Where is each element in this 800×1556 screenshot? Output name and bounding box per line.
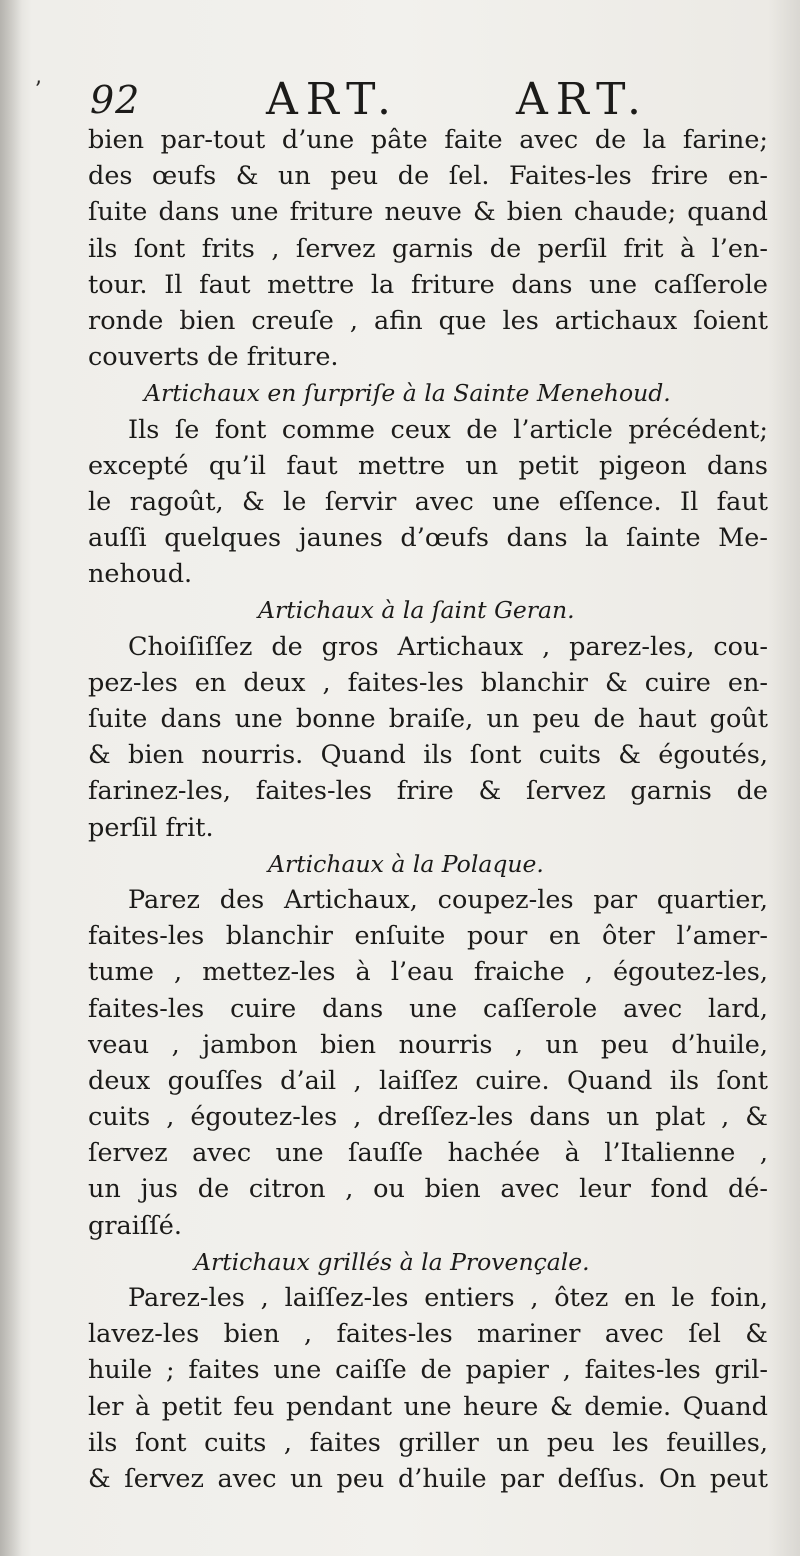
text-line: faites-les cuire dans une caſſerole avec lard, bbox=[88, 993, 768, 1024]
running-head bbox=[88, 70, 748, 130]
text-line: tume , mettez-les à l’eau fraiche , égoutez-les, bbox=[88, 957, 768, 988]
text-line: bien par-tout d’une pâte faite avec de la farine; bbox=[88, 125, 768, 155]
text-line: veau , jambon bien nourris , un peu d’huile, bbox=[88, 1029, 768, 1060]
text-line: & ſervez avec un peu d’huile par deſſus. On peut bbox=[88, 1463, 768, 1494]
text-line: cuits , égoutez-les , dreſſez-les dans un plat , & bbox=[88, 1102, 768, 1133]
text-line: nehoud. bbox=[88, 559, 193, 590]
text-line: huile ; faites une caiſſe de papier , faites-les gril- bbox=[88, 1355, 768, 1386]
text-line: deux gouſſes d’ail , laiſſez cuire. Quand ils ſont bbox=[88, 1065, 768, 1096]
text-line: faites-les blanchir enſuite pour en ôter l’amer- bbox=[88, 921, 768, 952]
text-line: ler à petit feu pendant une heure & demie. Quand bbox=[88, 1391, 768, 1422]
recipe-heading: Artichaux en ſurpriſe à la Sainte Menehoud. bbox=[144, 379, 671, 408]
running-head-left: ART. bbox=[266, 74, 399, 125]
text-line: couverts de friture. bbox=[88, 342, 339, 373]
text-line: tour. Il faut mettre la friture dans une caſſerole bbox=[88, 269, 768, 300]
text-line: ſuite dans une bonne braiſe, un peu de haut goût bbox=[88, 704, 768, 734]
recipe-heading: Artichaux grillés à la Provençale. bbox=[194, 1247, 590, 1276]
text-line: ſuite dans une friture neuve & bien chaude; quand bbox=[88, 197, 768, 228]
text-line: ſervez avec une ſauſſe hachée à l’Italienne , bbox=[88, 1138, 768, 1169]
text-line: pez-les en deux , faites-les blanchir & cuire en- bbox=[88, 667, 768, 698]
text-line: & bien nourris. Quand ils ſont cuits & égoutés, bbox=[88, 740, 768, 771]
text-line: Ils ſe font comme ceux de l’article précédent; bbox=[128, 414, 768, 445]
page-number: 92 bbox=[90, 78, 141, 122]
recipe-heading: Artichaux à la ſaint Geran. bbox=[258, 596, 575, 625]
running-head-right: ART. bbox=[516, 74, 649, 125]
text-line: Parez-les , laiſſez-les entiers , ôtez en le foin, bbox=[128, 1283, 768, 1313]
text-line: un jus de citron , ou bien avec leur fond dé- bbox=[88, 1174, 768, 1205]
text-line: des œufs & un peu de ſel. Faites-les frire en- bbox=[88, 161, 768, 192]
gutter-shadow bbox=[0, 0, 22, 1556]
page-text bbox=[88, 122, 768, 1497]
text-line: ils ſont frits , ſervez garnis de perſil frit à l’en- bbox=[88, 233, 768, 264]
text-line: farinez-les, faites-les frire & ſervez garnis de bbox=[88, 776, 768, 807]
text-line: le ragoût, & le ſervir avec une eſſence. Il faut bbox=[88, 486, 768, 517]
text-line: excepté qu’il faut mettre un petit pigeon dans bbox=[88, 450, 768, 481]
text-line: ils ſont cuits , faites griller un peu les feuilles, bbox=[88, 1427, 768, 1458]
text-line: graiſſé. bbox=[88, 1210, 182, 1241]
text-line: perſil frit. bbox=[88, 812, 214, 843]
margin-mark: ʼ bbox=[34, 78, 41, 103]
text-line: Parez des Artichaux, coupez-les par quartier, bbox=[128, 884, 768, 915]
text-line: Choiſiſſez de gros Artichaux , parez-les, cou- bbox=[128, 631, 768, 662]
text-line: auſſi quelques jaunes d’œufs dans la ſainte Me- bbox=[88, 523, 768, 554]
recipe-heading: Artichaux à la Polaque. bbox=[268, 849, 544, 878]
text-line: lavez-les bien , faites-les mariner avec ſel & bbox=[88, 1319, 768, 1350]
text-line: ronde bien creuſe , afin que les artichaux ſoient bbox=[88, 305, 768, 336]
